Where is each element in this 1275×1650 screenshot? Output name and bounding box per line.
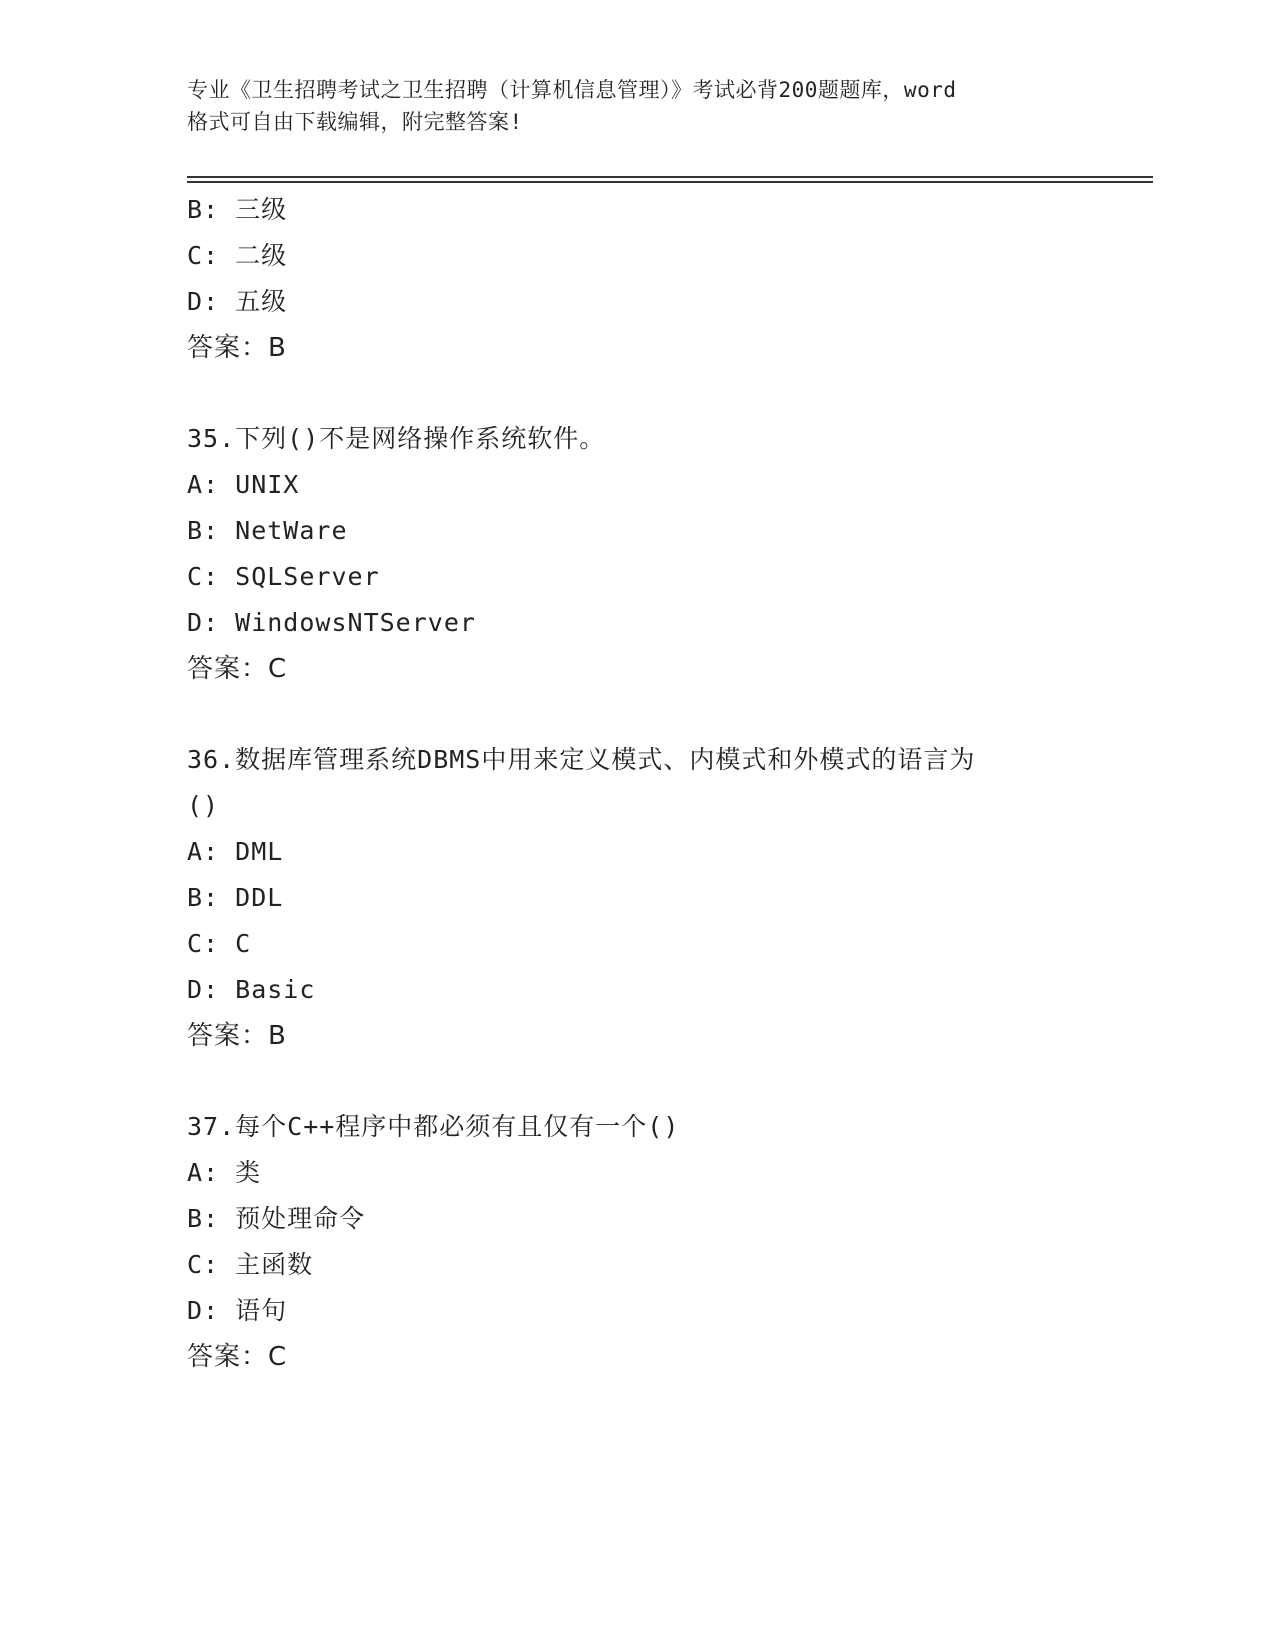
option-a: A: DML bbox=[187, 837, 284, 866]
spacer bbox=[187, 692, 1087, 737]
option-b: B: NetWare bbox=[187, 516, 348, 545]
option-c: C: SQLServer bbox=[187, 562, 380, 591]
question-stem: 35.下列()不是网络操作系统软件。 bbox=[187, 424, 606, 453]
spacer bbox=[187, 1059, 1087, 1104]
option-c: C: C bbox=[187, 929, 252, 958]
option-c: C: 主函数 bbox=[187, 1250, 314, 1279]
answer: 答案：C bbox=[187, 654, 288, 684]
question-stem-line-1: 36.数据库管理系统DBMS中用来定义模式、内模式和外模式的语言为 bbox=[187, 745, 976, 774]
option-d: D: Basic bbox=[187, 975, 316, 1004]
header-divider-bottom bbox=[187, 181, 1153, 183]
option-a: A: 类 bbox=[187, 1158, 262, 1187]
option-d: D: WindowsNTServer bbox=[187, 608, 476, 637]
question-36 bbox=[187, 737, 1087, 1059]
spacer bbox=[187, 371, 1087, 416]
option-b: B: DDL bbox=[187, 883, 284, 912]
header-line-1: 专业《卫生招聘考试之卫生招聘（计算机信息管理）》考试必背200题题库，word bbox=[187, 78, 957, 102]
document-header bbox=[187, 74, 1087, 138]
answer: 答案：C bbox=[187, 1342, 288, 1372]
option-d: D: 五级 bbox=[187, 287, 288, 316]
option-b: B: 三级 bbox=[187, 195, 288, 224]
question-34-tail bbox=[187, 187, 1087, 371]
question-35 bbox=[187, 416, 1087, 692]
answer: 答案：B bbox=[187, 333, 287, 363]
answer: 答案：B bbox=[187, 1021, 287, 1051]
question-list bbox=[187, 187, 1087, 1380]
question-stem: 37.每个C++程序中都必须有且仅有一个() bbox=[187, 1112, 680, 1141]
header-line-2: 格式可自由下载编辑，附完整答案! bbox=[187, 110, 523, 134]
option-c: C: 二级 bbox=[187, 241, 288, 270]
option-d: D: 语句 bbox=[187, 1296, 288, 1325]
question-stem-line-2: () bbox=[187, 791, 220, 820]
header-divider-top bbox=[187, 176, 1153, 178]
option-a: A: UNIX bbox=[187, 470, 300, 499]
option-b: B: 预处理命令 bbox=[187, 1204, 366, 1233]
question-37 bbox=[187, 1104, 1087, 1380]
